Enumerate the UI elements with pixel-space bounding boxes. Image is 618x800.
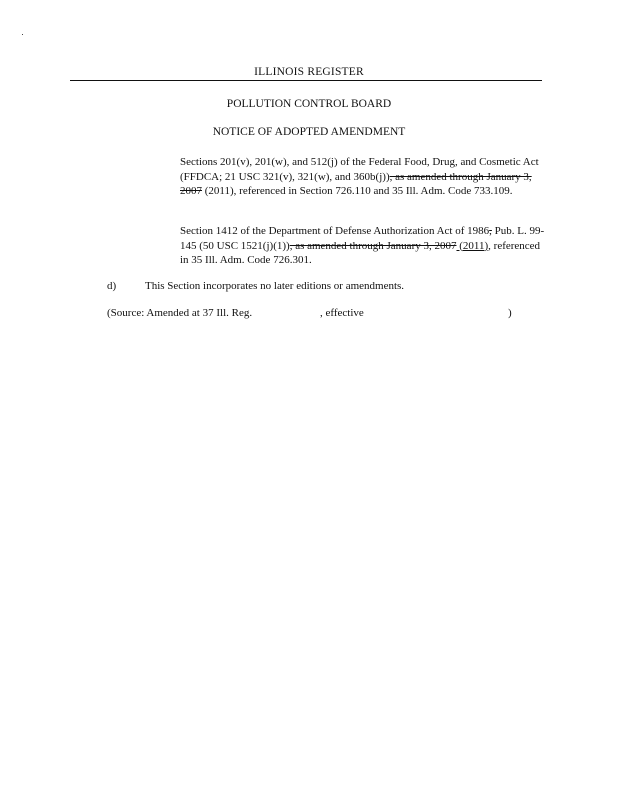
item-d-text: This Section incorporates no later editions or amendments.: [145, 280, 405, 292]
defense-act-struck-comma: ,: [489, 225, 492, 237]
defense-act-reference: , referenced in 35 Ill. Adm. Code 726.301.: [180, 239, 541, 266]
item-d-label: d): [107, 280, 117, 292]
source-effective: , effective: [320, 307, 364, 319]
ffdca-text: Sections 201(v), 201(w), and 512(j) of the Federal Food, Drug, and Cosmetic Act (FFDCA; 21 USC 321(v), 321(w), and 360b(j)): [180, 156, 539, 183]
notice-title: NOTICE OF ADOPTED AMENDMENT: [212, 126, 406, 138]
paragraph-defense-act: [180, 224, 546, 268]
ffdca-struck-text: , as amended through January 3, 2007: [180, 170, 532, 197]
defense-act-text: Section 1412 of the Department of Defense Authorization Act of 1986: [180, 225, 490, 237]
paragraph-ffdca: [180, 155, 546, 199]
scan-speck: [22, 34, 23, 35]
agency-title: POLLUTION CONTROL BOARD: [226, 98, 392, 110]
header-rule: [70, 80, 542, 81]
defense-act-publaw: Pub. L. 99-145 (50 USC 1521(j)(1)): [180, 225, 545, 252]
defense-act-underlined-year: (2011): [456, 239, 489, 252]
register-header: ILLINOIS REGISTER: [254, 66, 364, 78]
ffdca-reference: (2011), referenced in Section 726.110 and 35 Ill. Adm. Code 733.109.: [202, 185, 513, 197]
source-close: ): [508, 307, 512, 319]
defense-act-struck-text: , as amended through January 3, 2007: [289, 239, 457, 252]
source-open: (Source: Amended at 37 Ill. Reg.: [107, 307, 253, 319]
